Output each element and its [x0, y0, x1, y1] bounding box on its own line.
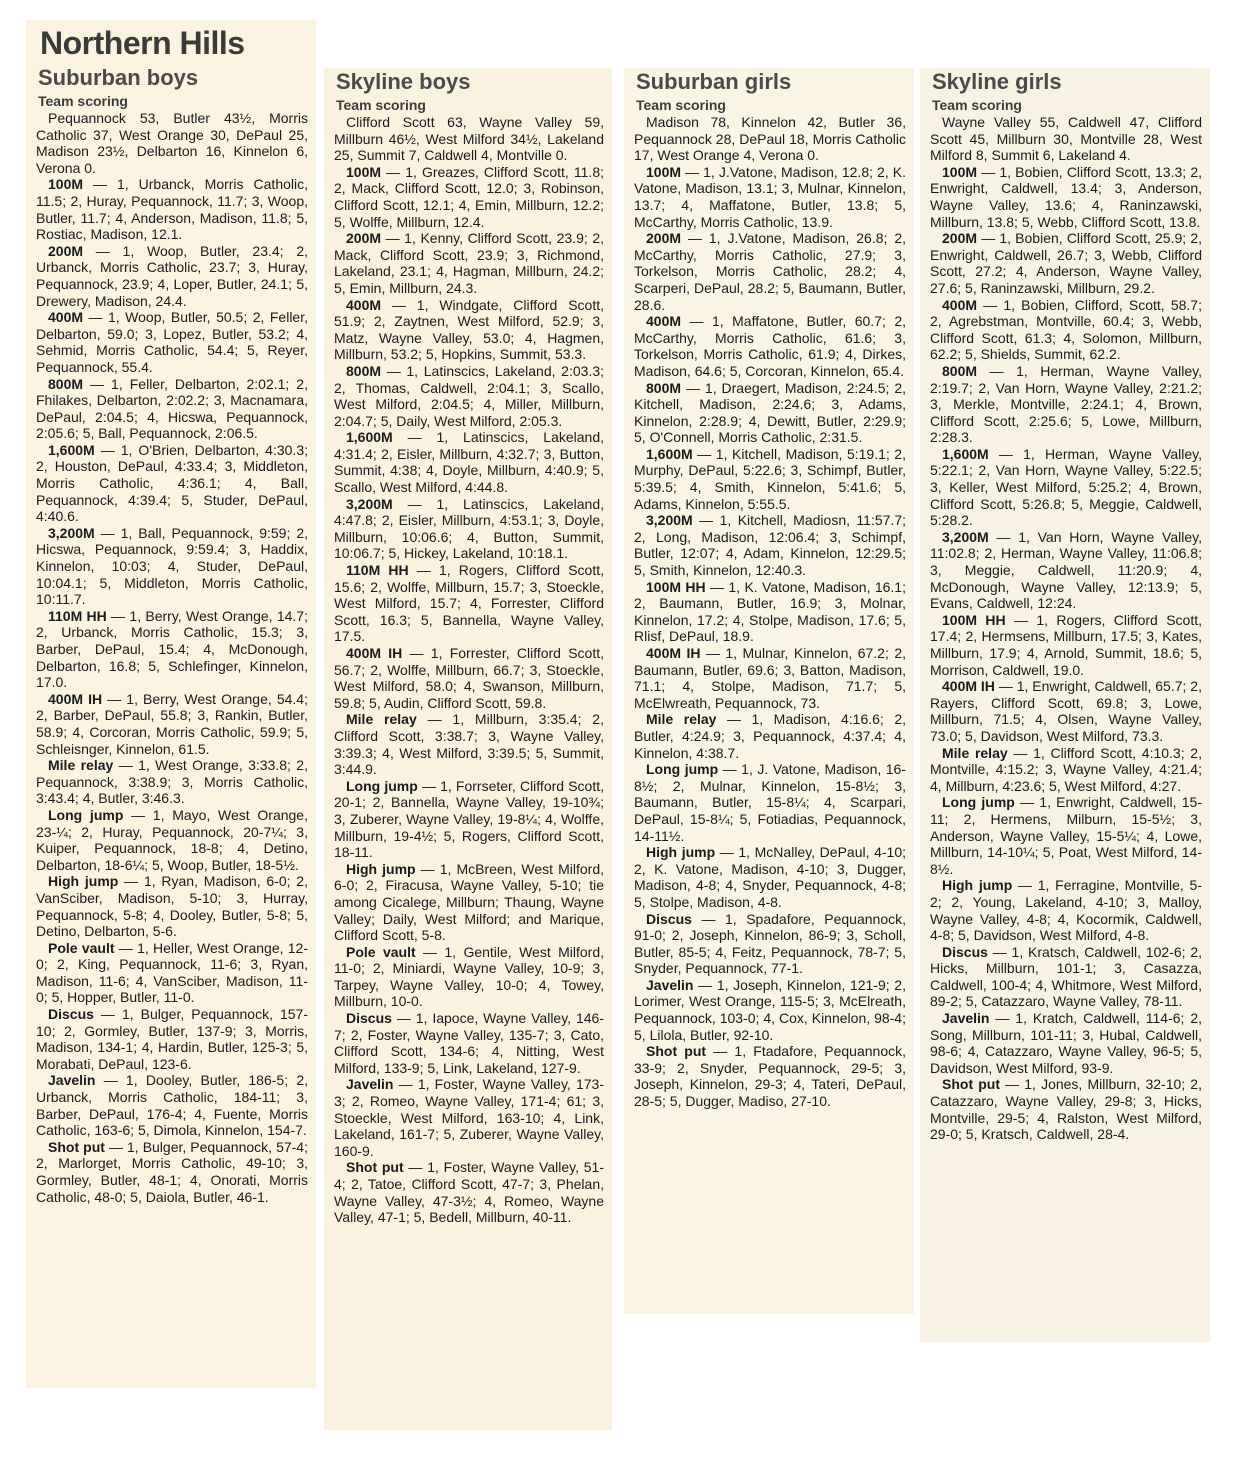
event-name: Pole vault [346, 943, 416, 960]
event-result [36, 757, 308, 807]
event-text: — 1, Forrseter, Clifford Scott, 20-1; 2, Bannella, Wayne Valley, 19-10¾; 3, Zuberer, Wayne Valley, 19-8¼; 4, Wolffe, Millburn, 19-4½; 5, Rogers, Clifford Scott, 18-11. [334, 777, 604, 861]
event-text: — 1, Foster, Wayne Valley, 173-3; 2, Romeo, Wayne Valley, 171-4; 61; 3, Stoeckle, West Milford, 163-10; 4, Link, Lakeland, 161-7; 5, Zuberer, Wayne Valley, 160-9. [334, 1076, 604, 1159]
event-name: 3,200M [48, 524, 95, 541]
headline: Northern Hills [40, 25, 245, 61]
event-text: — 1, Kitchell, Madison, 5:19.1; 2, Murphy, DePaul, 5:22.6; 3, Schimpf, Butler, 5:39.5; 4, Smith, Kinnelon, 5:41.6; 5, Adams, Kinnelon, 5:55.5. [634, 445, 906, 512]
event-name: Javelin [346, 1076, 394, 1093]
team-scoring-label: Team scoring [932, 97, 1022, 113]
event-name: 400M IH [48, 690, 103, 707]
event-text: — 1, Enwright, Caldwell, 65.7; 2, Rayers, Clifford Scott, 69.8; 3, Lowe, Millburn, 71.5; 4, Olsen, Wayne Valley, 73.0; 5, Davidson, West Milford, 73.3. [930, 678, 1202, 744]
event-text: — 1, Draegert, Madison, 2:24.5; 2, Kitchell, Madison, 2:24.6; 3, Adams, Kinnelon, 2:28.9; 4, Dewitt, Butler, 2:29.9; 5, O'Connell, Morris Catholic, 2:31.5. [634, 379, 906, 446]
event-text: — 1, Joseph, Kinnelon, 121-9; 2, Lorimer, West Orange, 115-5; 3, McElreath, Pequannock, 103-0; 4, Cox, Kinnelon, 98-4; 5, Lilola, Butler, 92-10. [634, 976, 906, 1043]
event-result [334, 164, 604, 230]
event-name: 110M HH [48, 607, 107, 624]
event-text: — 1, J.Vatone, Madison, 12.8; 2, K. Vatone, Madison, 13.1; 3, Mulnar, Kinnelon, 13.7; 4, Maffatone, Butler, 13.8; 5, McCarthy, Morris Catholic, 13.9. [634, 163, 906, 230]
event-text: — 1, Latinscics, Lakeland, 4:31.4; 2, Eisler, Millburn, 4:32.7; 3, Button, Summit, 4:38; 4, Doyle, Millburn, 4:40.9; 5, Scallo, West Milford, 4:44.8. [334, 429, 604, 496]
section-title: Skyline girls [932, 69, 1062, 94]
event-text: — 1, Maffatone, Butler, 60.7; 2, McCarthy, Morris Catholic, 61.6; 3, Torkelson, Morris Catholic, 61.9; 4, Dirkes, Madison, 64.6; 5, Corcoran, Kinnelon, 65.4. [634, 313, 906, 379]
event-result [334, 1076, 604, 1159]
event-text: Wayne Valley 55, Caldwell 47, Clifford Scott 45, Millburn 30, Montville 28, West Milford 8, Summit 6, Lakeland 4. [930, 114, 1202, 164]
event-result [36, 1006, 308, 1072]
event-text: — 1, Greazes, Clifford Scott, 11.8; 2, Mack, Clifford Scott, 12.0; 3, Robinson, Clifford Scott, 12.1; 4, Emin, Millburn, 12.2; 5, Wolffe, Millburn, 12.4. [334, 163, 604, 230]
event-name: 800M [48, 375, 84, 392]
event-name: Javelin [48, 1072, 96, 1089]
event-name: Mile relay [346, 711, 417, 728]
event-result [334, 711, 604, 777]
event-result [930, 678, 1202, 744]
event-result [930, 745, 1202, 795]
event-result [930, 1010, 1202, 1076]
event-result [930, 529, 1202, 612]
event-text: Pequannock 53, Butler 43½, Morris Catholic 37, West Orange 30, DePaul 25, Madison 23½, Delbarton 16, Kinnelon 6, Verona 0. [36, 110, 308, 176]
event-text: — 1, Kitchell, Madiosn, 11:57.7; 2, Long, Madison, 12:06.4; 3, Schimpf, Butler, 12:07; 4, Adam, Kinnelon, 12:29.5; 5, Smith, Kinnelon, 12:40.3. [634, 512, 906, 579]
event-name: 110M HH [346, 562, 409, 579]
event-name: 1,600M [942, 445, 989, 462]
event-name: 200M [48, 242, 84, 259]
team-scoring-label: Team scoring [38, 93, 128, 109]
event-name: Shot put [646, 1043, 707, 1060]
event-result [334, 645, 604, 711]
event-result [930, 877, 1202, 943]
column-skyline-girls [920, 68, 1210, 1342]
event-result [634, 380, 906, 446]
event-result [36, 873, 308, 939]
event-result [634, 911, 906, 977]
event-name: 3,200M [346, 495, 393, 512]
event-text: Clifford Scott 63, Wayne Valley 59, Millburn 46½, West Milford 34½, Lakeland 25, Summit 7, Caldwell 4, Montville 0. [334, 114, 604, 164]
event-result [930, 164, 1202, 230]
column-suburban-girls [624, 68, 914, 1314]
team-scores [36, 110, 308, 176]
results-list [334, 114, 604, 1226]
event-text: — 1, Spadafore, Pequannock, 91-0; 2, Joseph, Kinnelon, 86-9; 3, Scholl, Butler, 85-5; 4, Feitz, Pequannock, 78-7; 5, Snyder, Pequannock, 77-1. [634, 910, 906, 977]
event-text: — 1, Woop, Butler, 50.5; 2, Feller, Delbarton, 59.0; 3, Lopez, Butler, 53.2; 4, Sehmid, Morris Catholic, 54.4; 5, Reyer, Pequannock, 55.4. [36, 309, 308, 375]
event-name: Discus [646, 910, 692, 927]
event-result [634, 446, 906, 512]
event-result [36, 376, 308, 442]
event-name: 400M [48, 309, 84, 326]
event-name: 200M [646, 230, 682, 247]
event-text: — 1, Bobien, Clifford Scott, 25.9; 2, Enwright, Caldwell, 26.7; 3, Webb, Clifford Scott, 27.2; 4, Anderson, Wayne Valley, 27.6; 5, Raninzawski, Millburn, 29.2. [930, 230, 1202, 296]
event-text: — 1, Woop, Butler, 23.4; 2, Urbanck, Morris Catholic, 23.7; 3, Huray, Pequannock, 23.9; 4, Loper, Butler, 24.1; 5, Drewery, Madison, 24.4. [36, 242, 308, 309]
section-title: Suburban girls [636, 69, 792, 94]
event-name: Shot put [942, 1076, 1000, 1093]
event-result [634, 844, 906, 910]
event-text: — 1, Berry, West Orange, 54.4; 2, Barber, DePaul, 55.8; 3, Rankin, Butler, 58.9; 4, Corcoran, Morris Catholic, 59.9; 5, Schleisnger, Kinnelon, 61.5. [36, 690, 308, 757]
event-name: High jump [942, 877, 1013, 894]
team-scores [634, 114, 906, 164]
event-text: — 1, West Orange, 3:33.8; 2, Pequannock, 3:38.9; 3, Morris Catholic, 3:43.4; 4, Butler, 3:46.3. [36, 757, 308, 807]
event-text: — 1, Clifford Scott, 4:10.3; 2, Montville, 4:15.2; 3, Wayne Valley, 4:21.4; 4, Millburn, 4:23.6; 5, West Milford, 4:27. [930, 744, 1202, 794]
event-name: 400M IH [646, 645, 701, 661]
event-result [36, 940, 308, 1006]
event-text: — 1, Iapoce, Wayne Valley, 146-7; 2, Foster, Wayne Valley, 135-7; 3, Cato, Clifford Scott, 134-6; 4, Nitting, West Milford, 133-9; 5, Link, Lakeland, 127-9. [334, 1010, 604, 1076]
event-name: 400M [346, 296, 382, 313]
event-text: — 1, Latinscics, Lakeland, 2:03.3; 2, Thomas, Caldwell, 2:04.1; 3, Scallo, West Milford, 2:04.5; 4, Miller, Millburn, 2:04.7; 5, Daily, West Milford, 2:05.3. [334, 362, 604, 429]
event-result [634, 761, 906, 844]
event-result [930, 1076, 1202, 1142]
event-result [334, 562, 604, 645]
event-text: — 1, Bobien, Clifford, Scott, 58.7; 2, Agrebstman, Montville, 60.4; 3, Webb, Clifford Scott, 61.3; 4, Solomon, Millburn, 62.2; 5, Shields, Summit, 62.2. [930, 296, 1202, 363]
event-result [36, 807, 308, 873]
event-result [930, 612, 1202, 678]
event-text: — 1, McNalley, DePaul, 4-10; 2, K. Vatone, Madison, 4-10; 3, Dugger, Madison, 4-8; 4, Snyder, Pequannock, 4-8; 5, Stolpe, Madison, 4-8. [634, 844, 906, 910]
event-text: — 1, Ftadafore, Pequannock, 33-9; 2, Snyder, Pequannock, 29-5; 3, Joseph, Kinnelon, 29-3; 4, Tateri, DePaul, 28-5; 5, Dugger, Madiso, 27-10. [634, 1043, 907, 1110]
event-text: — 1, Bobien, Clifford Scott, 13.3; 2, Enwright, Caldwell, 13.4; 3, Anderson, Wayne Valley, 13.6; 4, Raninzawski, Millburn, 13.8; 5, Webb, Clifford Scott, 13.8. [930, 163, 1202, 230]
event-text: — 1, K. Vatone, Madison, 16.1; 2, Baumann, Butler, 16.9; 3, Molnar, Kinnelon, 17.2; 4, Stolpe, Madison, 17.6; 5, Rlisf, DePaul, 18.9. [634, 578, 906, 645]
event-name: 200M [942, 230, 978, 247]
event-text: — 1, Heller, West Orange, 12-0; 2, King, Pequannock, 11-6; 3, Ryan, Madison, 11-6; 4, VanSciber, Madison, 11-0; 5, Hopper, Butler, 11-0. [36, 939, 309, 1006]
column-skyline-boys [324, 68, 612, 1430]
results-list [36, 110, 308, 1205]
event-text: — 1, Dooley, Butler, 186-5; 2, Urbanck, Morris Catholic, 184-11; 3, Barber, DePaul, 176-4; 4, Fuente, Morris Catholic, 163-6; 5, Dimola, Kinnelon, 154-7. [36, 1072, 308, 1139]
event-result [334, 861, 604, 944]
event-name: Long jump [646, 761, 719, 778]
event-text: — 1, Kratsch, Caldwell, 102-6; 2, Hicks, Millburn, 101-1; 3, Casazza, Caldwell, 100-4; 4, Whitmore, West Milford, 89-2; 5, Catazzaro, Wayne Valley, 78-11. [930, 943, 1202, 1010]
event-text: — 1, Ball, Pequannock, 9:59; 2, Hicswa, Pequannock, 9:59.4; 3, Haddix, Kinnelon, 10:03; 4, Studer, DePaul, 10:04.1; 5, Middleton, Morris Catholic, 10:11.7. [36, 524, 308, 608]
event-name: 100M [646, 163, 682, 180]
event-text: — 1, J. Vatone, Madison, 16-8½; 2, Mulnar, Kinnelon, 15-8½; 3, Baumann, Butler, 15-8¼; 4, Scarpari, DePaul, 15-8¼; 5, Fotiadias, Pequannock, 14-11½. [634, 761, 906, 844]
event-result [634, 645, 906, 711]
event-text: — 1, Van Horn, Wayne Valley, 11:02.8; 2, Herman, Wayne Valley, 11:06.8; 3, Meggie, Caldwell, 11:20.9; 4, McDonough, Wayne Valley, 12:13.9; 5, Evans, Caldwell, 12:24. [930, 528, 1202, 612]
event-text: — 1, Ryan, Madison, 6-0; 2, VanSciber, Madison, 5-10; 3, Hurray, Pequannock, 5-8; 4, Dooley, Butler, 5-8; 5, Detino, Delbarton, 5-6. [36, 873, 308, 940]
event-text: — 1, O'Brien, Delbarton, 4:30.3; 2, Houston, DePaul, 4:33.4; 3, Middleton, Morris Catholic, 4:36.1; 4, Ball, Pequannock, 4:39.4; 5, Studer, DePaul, 4:40.6. [36, 441, 308, 525]
team-scoring-label: Team scoring [636, 97, 726, 113]
team-scores [930, 114, 1202, 164]
column-suburban-boys [26, 20, 316, 1388]
event-text: — 1, Jones, Millburn, 32-10; 2, Catazzaro, Wayne Valley, 29-8; 3, Hicks, Montville, 29-5; 4, Ralston, West Milford, 29-0; 5, Kratsch, Caldwell, 28-4. [930, 1076, 1202, 1143]
event-text: — 1, Gentile, West Milford, 11-0; 2, Miniardi, Wayne Valley, 10-9; 3, Tarpey, Wayne Valley, 10-0; 4, Towey, Millburn, 10-0. [334, 943, 604, 1010]
event-text: — 1, Enwright, Caldwell, 15-11; 2, Hermens, Milburn, 15-5½; 3, Anderson, Wayne Valley, 15-5¼; 4, Lowe, Millburn, 14-10¼; 5, Poat, West Milford, 14-8½. [930, 794, 1202, 877]
event-result [36, 1139, 308, 1205]
event-name: 800M [942, 362, 978, 379]
event-name: Shot put [346, 1159, 404, 1176]
event-name: 400M [942, 296, 978, 313]
team-scores [334, 114, 604, 164]
event-result [334, 230, 604, 296]
event-name: 800M [646, 379, 682, 396]
event-name: Discus [942, 943, 988, 960]
event-name: Mile relay [942, 744, 1008, 761]
event-text: — 1, Mayo, West Orange, 23-¼; 2, Huray, Pequannock, 20-7¼; 3, Kuiper, Pequannock, 18-8; 4, Detino, Delbarton, 18-6¼; 5, Woop, Butler, 18-5½. [36, 806, 308, 873]
event-result [36, 691, 308, 757]
event-result [930, 363, 1202, 446]
event-result [634, 313, 906, 379]
event-result [930, 297, 1202, 363]
event-text: — 1, Windgate, Clifford Scott, 51.9; 2, Zaytnen, West Milford, 52.9; 3, Matz, Wayne Valley, 53.0; 4, Hagmen, Millburn, 53.2; 5, Hopkins, Summit, 53.3. [334, 296, 604, 363]
event-text: — 1, Urbanck, Morris Catholic, 11.5; 2, Huray, Pequannock, 11.7; 3, Woop, Butler, 11.7; 4, Anderson, Madison, 11.8; 5, Rostiac, Madison, 12.1. [36, 176, 308, 243]
section-title: Suburban boys [38, 65, 199, 90]
event-text: — 1, Bulger, Pequannock, 57-4; 2, Marlorget, Morris Catholic, 49-10; 3, Gormley, Butler, 48-1; 4, Onorati, Morris Catholic, 48-0; 5, Daiola, Butler, 46-1. [36, 1138, 308, 1205]
event-result [930, 446, 1202, 529]
section-title: Skyline boys [336, 69, 471, 94]
event-result [334, 1010, 604, 1076]
event-name: Mile relay [646, 711, 717, 728]
event-result [36, 309, 308, 375]
event-name: Shot put [48, 1138, 105, 1155]
event-result [36, 442, 308, 525]
event-text: — 1, Herman, Wayne Valley, 5:22.1; 2, Van Horn, Wayne Valley, 5:22.5; 3, Keller, West Milford, 5:25.2; 4, Brown, Clifford Scott, 5:26.8; 5, Meggie, Caldwell, 5:28.2. [930, 445, 1202, 529]
event-result [334, 778, 604, 861]
event-name: High jump [346, 860, 416, 877]
event-name: Long jump [346, 777, 418, 794]
event-name: 3,200M [646, 512, 693, 529]
event-result [334, 1159, 604, 1225]
event-text: — 1, Herman, Wayne Valley, 2:19.7; 2, Van Horn, Wayne Valley, 2:21.2; 3, Merkle, Montville, 2:24.1; 4, Brown, Clifford Scott, 2:25.6; 5, Lowe, Millburn, 2:28.3. [930, 362, 1202, 446]
event-result [36, 1072, 308, 1138]
event-result [930, 944, 1202, 1010]
event-name: 100M [346, 163, 382, 180]
event-name: 100M HH [646, 578, 706, 595]
event-name: Javelin [646, 976, 694, 993]
event-result [634, 512, 906, 578]
event-result [334, 429, 604, 495]
event-result [334, 944, 604, 1010]
event-text: — 1, Berry, West Orange, 14.7; 2, Urbanck, Morris Catholic, 15.3; 3, Barber, DePaul, 15.4; 4, McDonough, Delbarton, 16.8; 5, Schlefinger, Kinnelon, 17.0. [36, 607, 308, 691]
event-name: Discus [48, 1006, 94, 1023]
event-text: — 1, Feller, Delbarton, 2:02.1; 2, Fhilakes, Delbarton, 2:02.2; 3, Macnamara, DePaul, 2:04.5; 4, Hicswa, Pequannock, 2:05.6; 5, Ball, Pequannock, 2:06.5. [36, 375, 308, 442]
event-name: 1,600M [646, 445, 693, 462]
event-text: — 1, Forrester, Clifford Scott, 56.7; 2, Wolffe, Millburn, 66.7; 3, Stoeckle, West Milford, 58.0; 4, Swanson, Millburn, 59.8; 5, Audin, Clifford Scott, 59.8. [334, 645, 604, 711]
event-result [634, 164, 906, 230]
event-name: 400M [646, 313, 682, 330]
event-text: — 1, Millburn, 3:35.4; 2, Clifford Scott, 3:38.7; 3, Wayne Valley, 3:39.3; 4, West Milford, 3:39.5; 5, Summit, 3:44.9. [334, 711, 604, 778]
event-name: 400M IH [942, 678, 995, 695]
results-list [634, 114, 906, 1110]
event-text: — 1, McBreen, West Milford, 6-0; 2, Firacusa, Wayne Valley, 5-10; tie among Cicalege, Millburn; Thaung, Wayne Valley; Daily, West Milford; and Marique, Clifford Scott, 5-8. [334, 860, 604, 944]
event-name: Discus [346, 1010, 392, 1027]
event-result [634, 977, 906, 1043]
event-text: — 1, Kratch, Caldwell, 114-6; 2, Song, Millburn, 101-11; 3, Hubal, Caldwell, 98-6; 4, Catazzaro, Wayne Valley, 96-5; 5, Davidson, West Milford, 93-9. [930, 1010, 1202, 1076]
event-name: High jump [48, 873, 119, 890]
event-result [930, 230, 1202, 296]
event-text: — 1, Rogers, Clifford Scott, 17.4; 2, Hermsens, Millburn, 17.5; 3, Kates, Millburn, 17.9; 4, Arnold, Summit, 18.6; 5, Morrison, Caldwell, 19.0. [930, 611, 1202, 678]
event-result [36, 608, 308, 691]
event-text: — 1, J.Vatone, Madison, 26.8; 2, McCarthy, Morris Catholic, 27.9; 3, Torkelson, Morris Catholic, 28.2; 4, Scarperi, DePaul, 28.2; 5, Baumann, Butler, 28.6. [634, 230, 906, 313]
event-text: — 1, Ferragine, Montville, 5-2; 2, Young, Lakeland, 4-10; 3, Malloy, Wayne Valley, 4-8; 4, Kocormik, Caldwell, 4-8; 5, Davidson, West Milford, 4-8. [930, 877, 1202, 944]
event-name: 400M IH [346, 645, 403, 661]
event-result [634, 1043, 906, 1109]
event-result [36, 243, 308, 309]
event-name: 100M HH [942, 611, 1006, 628]
event-name: 100M [48, 176, 84, 193]
event-name: Long jump [942, 794, 1015, 811]
team-scoring-label: Team scoring [336, 97, 426, 113]
event-name: 1,600M [346, 429, 393, 446]
event-name: High jump [646, 844, 716, 861]
event-name: 200M [346, 230, 382, 247]
event-text: — 1, Madison, 4:16.6; 2, Butler, 4:24.9; 3, Pequannock, 4:37.4; 4, Kinnelon, 4:38.7. [634, 711, 906, 761]
event-text: — 1, Kenny, Clifford Scott, 23.9; 2, Mack, Clifford Scott, 23.9; 3, Richmond, Lakeland, 23.1; 4, Hagman, Millburn, 24.2; 5, Emin, Millburn, 24.3. [334, 230, 604, 296]
event-name: 100M [942, 163, 978, 180]
event-name: Mile relay [48, 757, 114, 774]
event-name: Pole vault [48, 939, 115, 956]
event-text: — 1, Latinscics, Lakeland, 4:47.8; 2, Eisler, Millburn, 4:53.1; 3, Doyle, Millburn, 10:06.6; 4, Button, Summit, 10:06.7; 5, Hickey, Lakeland, 10:18.1. [334, 495, 604, 562]
event-result [634, 711, 906, 761]
event-text: Madison 78, Kinnelon 42, Butler 36, Pequannock 28, DePaul 18, Morris Catholic 17, West Orange 4, Verona 0. [634, 114, 906, 164]
event-name: 1,600M [48, 441, 95, 458]
event-name: Javelin [942, 1010, 990, 1027]
event-text: — 1, Bulger, Pequannock, 157-10; 2, Gormley, Butler, 137-9; 3, Morris, Madison, 134-1; 4, Hardin, Butler, 125-3; 5, Morabati, DePaul, 123-6. [36, 1006, 308, 1072]
event-name: 3,200M [942, 528, 989, 545]
results-list [930, 114, 1202, 1143]
event-result [334, 496, 604, 562]
event-result [634, 579, 906, 645]
event-result [930, 794, 1202, 877]
event-result [36, 525, 308, 608]
event-result [36, 176, 308, 242]
event-text: — 1, Rogers, Clifford Scott, 15.6; 2, Wolffe, Millburn, 15.7; 3, Stoeckle, West Milford, 15.7; 4, Forrester, Clifford Scott, 16.3; 5, Bannella, Wayne Valley, 17.5. [334, 562, 605, 645]
event-text: — 1, Mulnar, Kinnelon, 67.2; 2, Baumann, Butler, 69.6; 3, Batton, Madison, 71.1; 4, Stolpe, Madison, 71.7; 5, McElwreath, Pequannock, 73. [634, 645, 906, 711]
event-name: Long jump [48, 806, 124, 823]
event-name: 800M [346, 362, 382, 379]
event-result [334, 363, 604, 429]
event-result [634, 230, 906, 313]
event-result [334, 297, 604, 363]
event-text: — 1, Foster, Wayne Valley, 51-4; 2, Tatoe, Clifford Scott, 47-7; 3, Phelan, Wayne Valley, 47-3½; 4, Romeo, Wayne Valley, 47-1; 5, Bedell, Millburn, 40-11. [334, 1159, 604, 1226]
